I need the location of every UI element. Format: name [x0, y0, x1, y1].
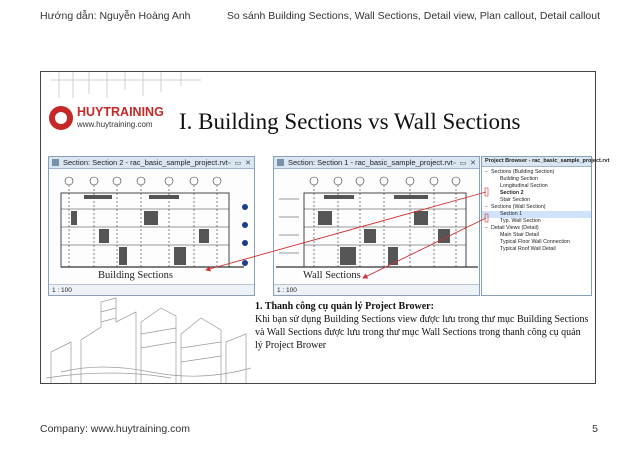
header-topic: So sánh Building Sections, Wall Sections, Detail view, Plan callout, Detail callout: [226, 10, 600, 22]
huytraining-logo: [49, 104, 177, 132]
page-number: 5: [592, 423, 598, 435]
footer-company: Company: www.huytraining.com: [40, 423, 190, 435]
window-title: Section: Section 2 - rac_basic_sample_project.rvt: [63, 158, 228, 167]
explanation-heading: 1. Thanh công cụ quản lý Project Brower:: [255, 301, 434, 312]
header-author: Hướng dẫn: Nguyễn Hoàng Anh: [40, 10, 191, 22]
explanation-body: Khi bạn sử dụng Building Sections view được lưu trong thư mục Building Sections và Wall Sections được lưu trong thư mục Wall Sections trong thanh công cụ quản lý Project Brower: [255, 314, 589, 351]
tree-item[interactable]: Building Section: [500, 176, 538, 182]
window-title: Section: Section 1 - rac_basic_sample_project.rvt: [288, 158, 453, 167]
tree-item[interactable]: Section 2: [500, 190, 524, 196]
logo-url: www.huytraining.com: [77, 120, 153, 129]
browser-tree: [482, 167, 591, 253]
tree-item[interactable]: Typical Roof Wall Detail: [500, 246, 556, 252]
explanation-text: [255, 300, 590, 352]
tree-item[interactable]: Typical Floor Wall Connection: [500, 239, 570, 245]
tree-item[interactable]: Section 1: [482, 211, 591, 218]
building-sections-caption: Building Sections: [98, 270, 173, 281]
window-controls[interactable]: ▫ ▭ ✕: [453, 160, 477, 167]
window-controls[interactable]: ▫ ▭ ✕: [228, 160, 252, 167]
window-title-bar: [49, 157, 254, 169]
tree-item[interactable]: − Sections (Building Section): [482, 169, 591, 176]
tree-item[interactable]: Longitudinal Section: [500, 183, 548, 189]
view-scale[interactable]: 1 : 100: [49, 284, 254, 295]
project-browser: [481, 156, 610, 296]
tree-item[interactable]: − Detail Views (Detail): [482, 225, 591, 232]
section-drawing: [49, 169, 254, 283]
view-scale[interactable]: 1 : 100: [274, 284, 479, 295]
tree-item[interactable]: − Sections (Wall Section): [482, 204, 591, 211]
tree-item[interactable]: Typ. Wall Section: [500, 218, 541, 224]
tree-item[interactable]: Stair Section: [500, 197, 531, 203]
logo-name: HUYTRAINING: [77, 105, 164, 119]
slide-title: I. Building Sections vs Wall Sections: [179, 109, 521, 134]
slide-frame: [40, 71, 610, 384]
window-title-bar: [274, 157, 479, 169]
tree-item[interactable]: Main Stair Detail: [500, 232, 539, 238]
section-drawing: [274, 169, 479, 283]
project-browser-title: Project Browser - rac_basic_sample_project.rvt: [482, 157, 591, 167]
logo-badge-icon: [49, 106, 73, 130]
wall-sections-caption: Wall Sections: [303, 270, 361, 281]
